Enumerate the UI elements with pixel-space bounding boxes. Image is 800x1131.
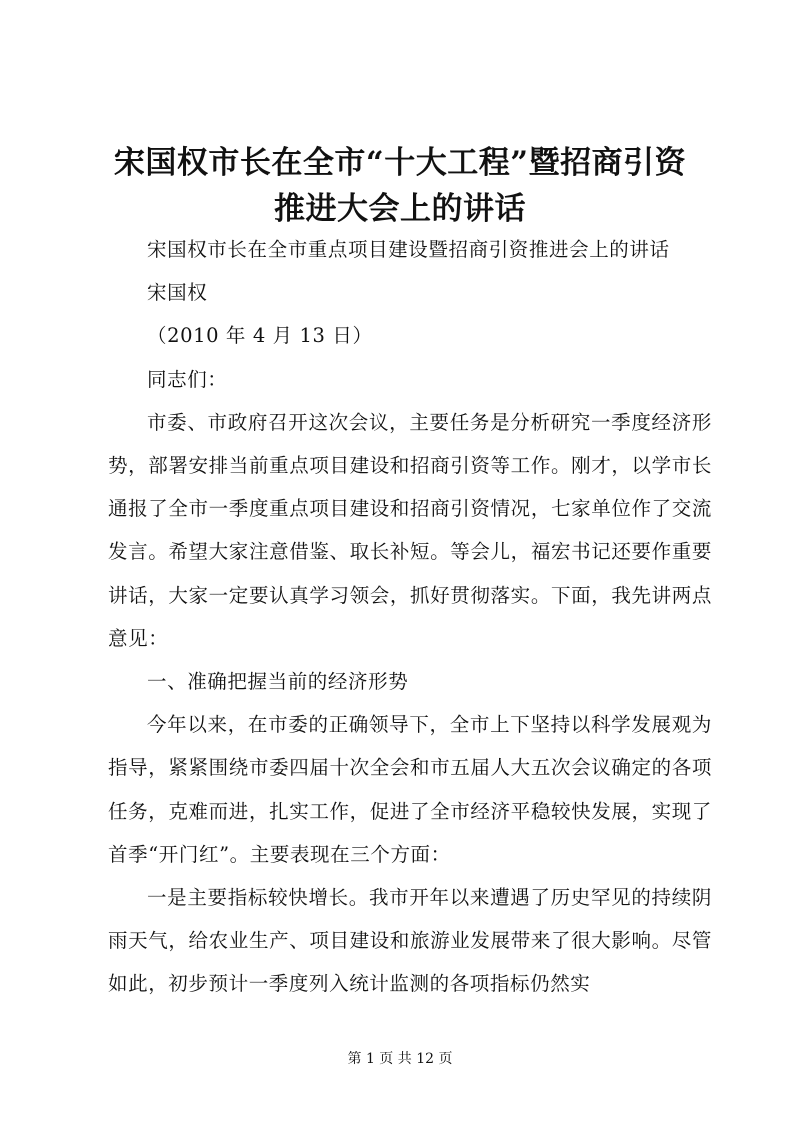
paragraph-subtitle: 宋国权市长在全市重点项目建设暨招商引资推进会上的讲话	[147, 238, 670, 261]
paragraph-intro: 市委、市政府召开这次会议，主要任务是分析研究一季度经济形势，部署安排当前重点项目建设和招商引资等工作。刚才，以学市长通报了全市一季度重点项目建设和招商引资情况，七家单位作了交流发言。希望大家注意借鉴、取长补短。等会儿，福宏书记还要作重要讲话，大家一定要认真学习领会，抓好贯彻落实。下面，我先讲两点意见：	[108, 410, 712, 650]
paragraph-situation: 今年以来，在市委的正确领导下，全市上下坚持以科学发展观为指导，紧紧围绕市委四届十次全会和市五届人大五次会议确定的各项任务，克难而进，扎实工作，促进了全市经济平稳较快发展，实现了首季“开门红”。主要表现在三个方面：	[108, 713, 712, 866]
paragraph-indicators: 一是主要指标较快增长。我市开年以来遭遇了历史罕见的持续阴雨天气，给农业生产、项目建设和旅游业发展带来了很大影响。尽管如此，初步预计一季度列入统计监测的各项指标仍然实	[108, 886, 712, 996]
paragraph-date: （2010 年 4 月 13 日）	[147, 324, 373, 348]
document-title: 宋国权市长在全市“十大工程”暨招商引资推进大会上的讲话	[113, 145, 687, 227]
document-body	[108, 228, 712, 1006]
paragraph-author: 宋国权	[147, 281, 208, 305]
paragraph-salutation: 同志们：	[147, 367, 228, 391]
page-footer: 第 1 页 共 12 页	[347, 1051, 453, 1067]
section-heading: 一、准确把握当前的经济形势	[147, 670, 409, 694]
